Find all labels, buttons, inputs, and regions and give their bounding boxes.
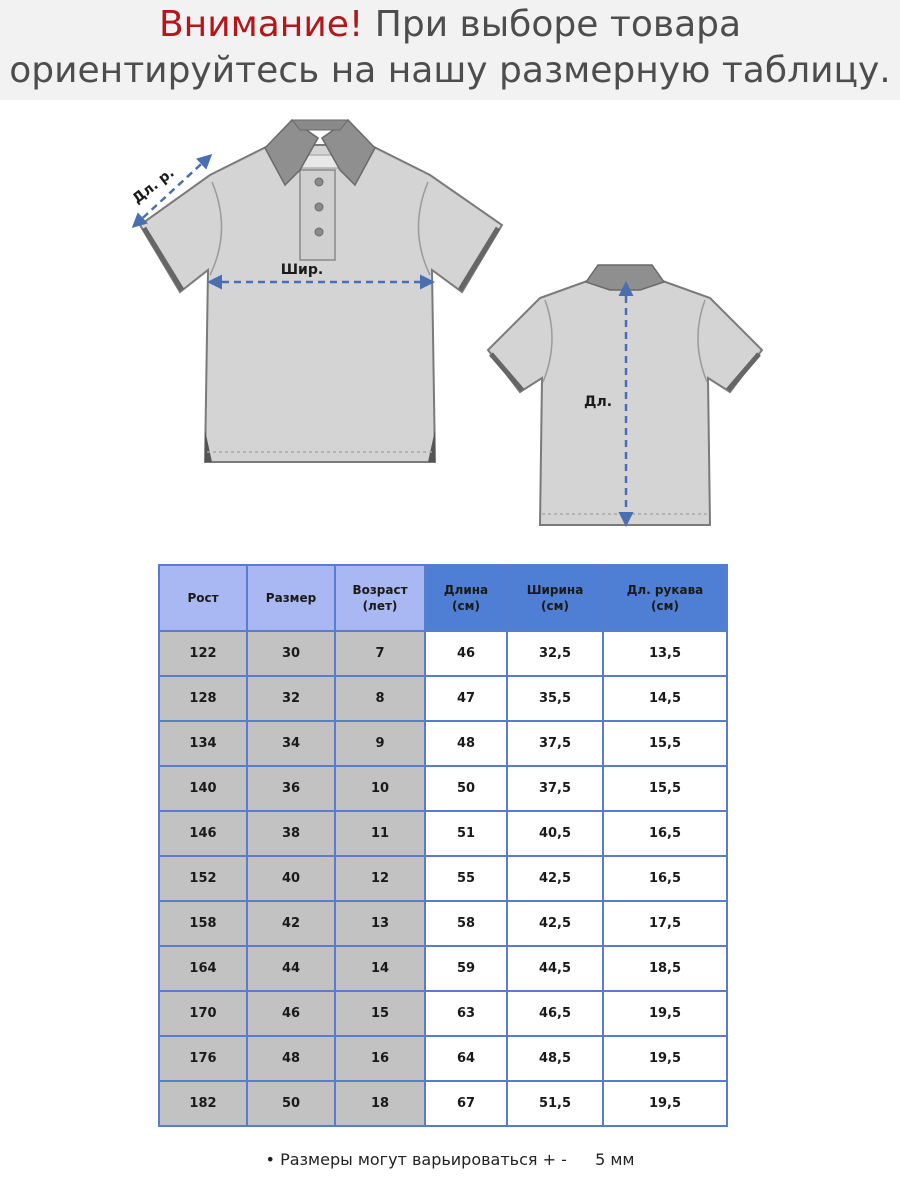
table-cell: 48 [425, 721, 507, 766]
table-cell: 30 [247, 631, 335, 676]
column-header [159, 565, 247, 631]
table-cell: 19,5 [603, 1081, 727, 1126]
table-cell: 15,5 [603, 721, 727, 766]
table-cell: 8 [335, 676, 425, 721]
measurement-diagram [0, 100, 900, 540]
table-row [159, 631, 727, 676]
table-cell: 122 [159, 631, 247, 676]
table-cell: 14 [335, 946, 425, 991]
table-cell: 14,5 [603, 676, 727, 721]
length-label: Дл. [583, 394, 613, 410]
table-cell: 48 [247, 1036, 335, 1081]
table-cell: 182 [159, 1081, 247, 1126]
table-cell: 46 [247, 991, 335, 1036]
column-header-title: Длина [443, 583, 489, 597]
table-cell: 15 [335, 991, 425, 1036]
table-cell: 18,5 [603, 946, 727, 991]
table-row [159, 901, 727, 946]
table-cell: 37,5 [507, 721, 603, 766]
table-cell: 36 [247, 766, 335, 811]
table-cell: 146 [159, 811, 247, 856]
table-cell: 17,5 [603, 901, 727, 946]
table-cell: 50 [425, 766, 507, 811]
table-cell: 63 [425, 991, 507, 1036]
table-cell: 15,5 [603, 766, 727, 811]
table-cell: 19,5 [603, 991, 727, 1036]
table-cell: 9 [335, 721, 425, 766]
sleeve-length-label: Дл. р. [129, 164, 178, 208]
table-cell: 64 [425, 1036, 507, 1081]
table-cell: 44,5 [507, 946, 603, 991]
table-cell: 47 [425, 676, 507, 721]
warning-word: Внимание! [158, 4, 364, 45]
column-header [335, 565, 425, 631]
column-header [507, 565, 603, 631]
table-cell: 34 [247, 721, 335, 766]
column-header-title: Возраст [352, 583, 408, 597]
table-cell: 38 [247, 811, 335, 856]
table-cell: 13,5 [603, 631, 727, 676]
column-header-title: Ширина [526, 583, 584, 597]
front-shirt-illustration [140, 120, 502, 462]
table-row [159, 766, 727, 811]
column-header-unit: (см) [541, 599, 569, 613]
table-cell: 42 [247, 901, 335, 946]
table-cell: 140 [159, 766, 247, 811]
table-cell: 11 [335, 811, 425, 856]
column-header-unit: (см) [651, 599, 679, 613]
table-cell: 134 [159, 721, 247, 766]
width-label: Шир. [280, 262, 324, 278]
note-value: 5 мм [595, 1150, 635, 1169]
table-cell: 58 [425, 901, 507, 946]
size-chart-header-row [159, 565, 727, 631]
table-cell: 42,5 [507, 856, 603, 901]
table-cell: 13 [335, 901, 425, 946]
table-row [159, 811, 727, 856]
column-header-title: Размер [265, 591, 317, 605]
warning-banner [0, 0, 900, 100]
column-header [603, 565, 727, 631]
table-cell: 40,5 [507, 811, 603, 856]
table-row [159, 676, 727, 721]
table-cell: 176 [159, 1036, 247, 1081]
table-row [159, 721, 727, 766]
table-cell: 51,5 [507, 1081, 603, 1126]
table-row [159, 991, 727, 1036]
note-text: Размеры могут варьироваться + - [280, 1150, 567, 1169]
table-cell: 48,5 [507, 1036, 603, 1081]
banner-line-2: ориентируйтесь на нашу размерную таблицу. [9, 50, 891, 91]
column-header-title: Дл. рукава [626, 583, 704, 597]
table-cell: 12 [335, 856, 425, 901]
column-header [247, 565, 335, 631]
table-cell: 164 [159, 946, 247, 991]
table-cell: 44 [247, 946, 335, 991]
table-cell: 55 [425, 856, 507, 901]
table-row [159, 1081, 727, 1126]
column-header-title: Рост [187, 591, 219, 605]
table-cell: 35,5 [507, 676, 603, 721]
table-cell: 128 [159, 676, 247, 721]
table-cell: 32 [247, 676, 335, 721]
table-cell: 10 [335, 766, 425, 811]
table-row [159, 1036, 727, 1081]
banner-line-1-text: При выборе товара [374, 4, 742, 45]
table-cell: 46,5 [507, 991, 603, 1036]
table-cell: 42,5 [507, 901, 603, 946]
table-cell: 16,5 [603, 856, 727, 901]
table-cell: 32,5 [507, 631, 603, 676]
table-cell: 16,5 [603, 811, 727, 856]
column-header [425, 565, 507, 631]
column-header-unit: (см) [452, 599, 480, 613]
table-cell: 67 [425, 1081, 507, 1126]
table-cell: 152 [159, 856, 247, 901]
table-cell: 46 [425, 631, 507, 676]
table-cell: 19,5 [603, 1036, 727, 1081]
table-cell: 50 [247, 1081, 335, 1126]
banner-line-1 [0, 2, 900, 48]
size-chart-table [158, 564, 728, 1127]
column-header-unit: (лет) [362, 599, 398, 613]
table-row [159, 946, 727, 991]
table-cell: 51 [425, 811, 507, 856]
table-row [159, 856, 727, 901]
size-variance-note [0, 1150, 900, 1169]
table-cell: 59 [425, 946, 507, 991]
table-cell: 7 [335, 631, 425, 676]
note-bullet: • [265, 1150, 275, 1169]
table-cell: 37,5 [507, 766, 603, 811]
table-cell: 170 [159, 991, 247, 1036]
table-cell: 158 [159, 901, 247, 946]
table-cell: 18 [335, 1081, 425, 1126]
table-cell: 40 [247, 856, 335, 901]
table-cell: 16 [335, 1036, 425, 1081]
